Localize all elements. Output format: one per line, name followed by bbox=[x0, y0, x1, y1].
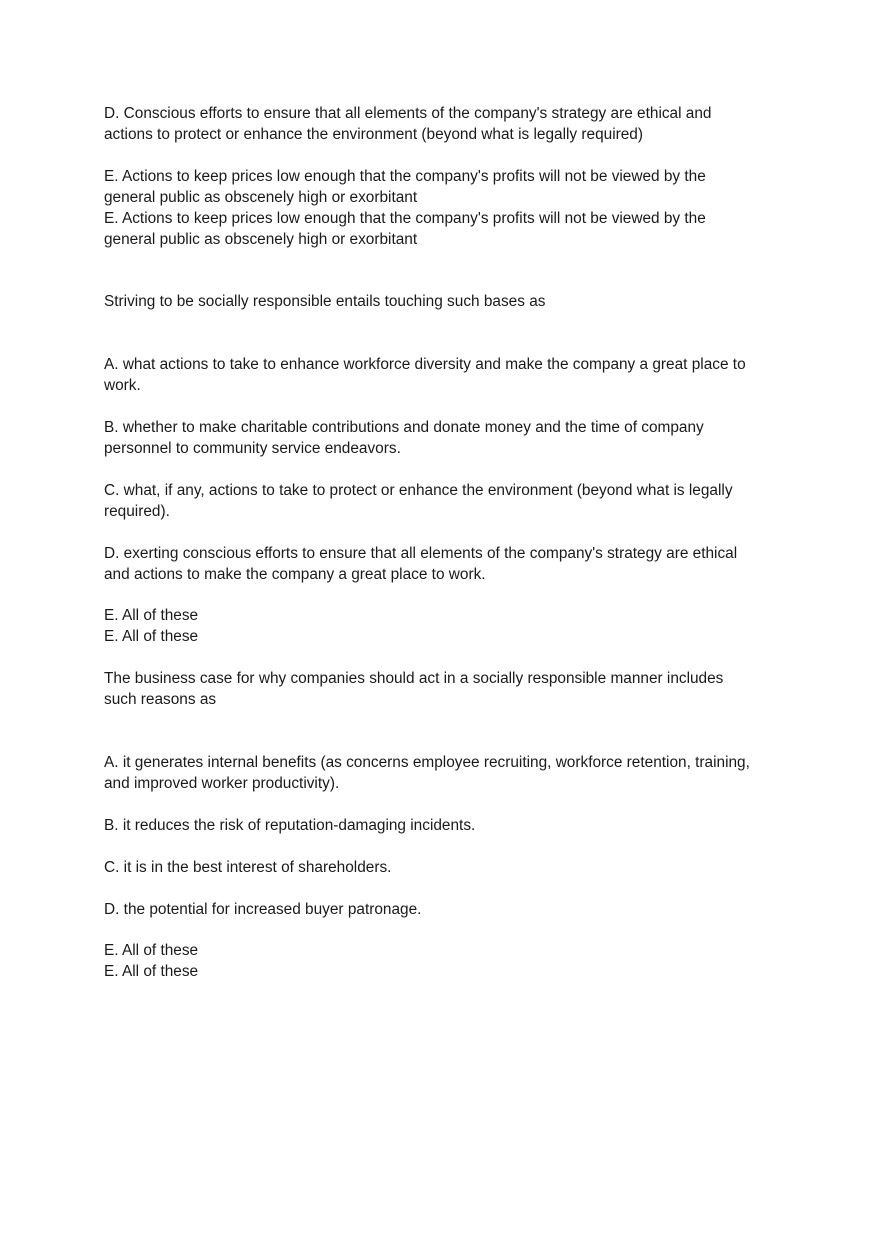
text-line: E. All of these bbox=[104, 942, 199, 959]
text-line: A. what actions to take to enhance workforce diversity and make the company a great place to bbox=[104, 356, 746, 373]
text-line: B. it reduces the risk of reputation-damaging incidents. bbox=[104, 817, 476, 834]
text-line: D. Conscious efforts to ensure that all elements of the company's strategy are ethical and bbox=[104, 105, 712, 122]
text-line: and actions to make the company a great place to work. bbox=[104, 566, 486, 583]
text-line: actions to protect or enhance the environment (beyond what is legally required) bbox=[104, 126, 643, 143]
text-line: personnel to community service endeavors. bbox=[104, 440, 401, 457]
text-line: C. it is in the best interest of shareholders. bbox=[104, 859, 392, 876]
text-line: work. bbox=[104, 377, 141, 394]
text-line: D. the potential for increased buyer patronage. bbox=[104, 901, 422, 918]
text-line: general public as obscenely high or exorbitant bbox=[104, 231, 418, 248]
text-line: D. exerting conscious efforts to ensure that all elements of the company's strategy are ethical bbox=[104, 545, 738, 562]
text-line: general public as obscenely high or exorbitant bbox=[104, 189, 418, 206]
text-line: E. All of these bbox=[104, 607, 199, 624]
question-text: The business case for why companies should act in a socially responsible manner includes bbox=[104, 670, 724, 687]
text-line: E. Actions to keep prices low enough that the company's profits will not be viewed by the bbox=[104, 168, 706, 185]
text-line: E. All of these bbox=[104, 963, 199, 980]
question-text: Striving to be socially responsible entails touching such bases as bbox=[104, 293, 546, 310]
text-line: and improved worker productivity). bbox=[104, 775, 340, 792]
text-line: B. whether to make charitable contributions and donate money and the time of company bbox=[104, 419, 704, 436]
text-line: C. what, if any, actions to take to protect or enhance the environment (beyond what is legally bbox=[104, 482, 733, 499]
text-line: E. All of these bbox=[104, 628, 199, 645]
text-line: A. it generates internal benefits (as concerns employee recruiting, workforce retention, training, bbox=[104, 754, 750, 771]
text-line: required). bbox=[104, 503, 170, 520]
question-text: such reasons as bbox=[104, 691, 217, 708]
text-line: E. Actions to keep prices low enough that the company's profits will not be viewed by the bbox=[104, 210, 706, 227]
